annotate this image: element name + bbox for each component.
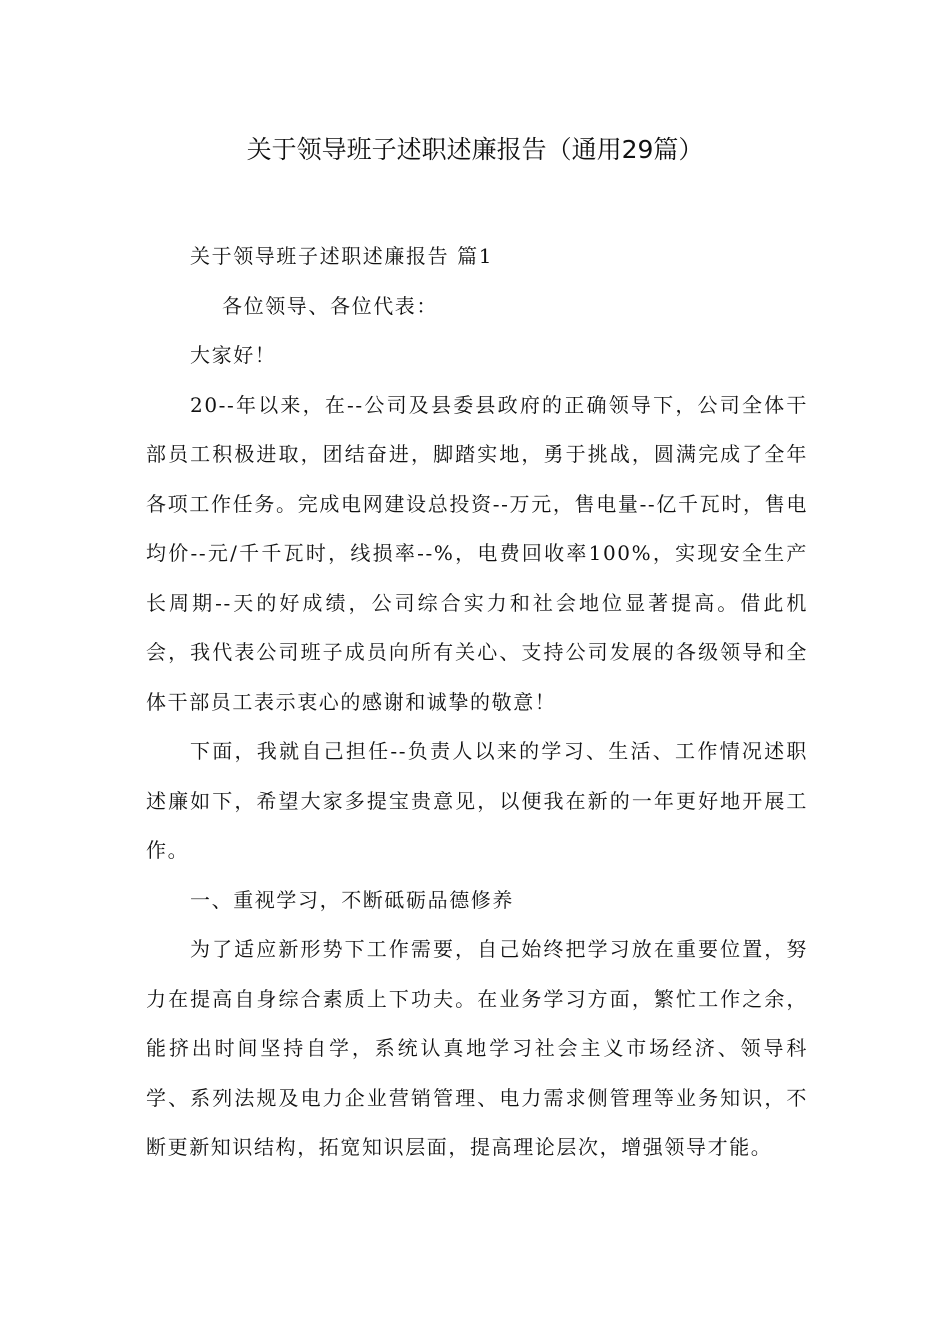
subsection-heading: 一、重视学习，不断砥砺品德修养	[190, 887, 514, 912]
document-body	[146, 232, 808, 1173]
document-title: 关于领导班子述职述廉报告（通用29篇）	[246, 135, 704, 164]
salutation: 各位领导、各位代表：	[222, 293, 438, 318]
body-paragraph: 下面，我就自己担任--负责人以来的学习、生活、工作情况述职述廉如下，希望大家多提宝贵意见，以便我在新的一年更好地开展工作。	[146, 739, 808, 862]
section-heading: 关于领导班子述职述廉报告 篇1	[190, 244, 494, 268]
body-paragraph: 20--年以来，在--公司及县委县政府的正确领导下，公司全体干部员工积极进取，团结奋进，脚踏实地，勇于挑战，圆满完成了全年各项工作任务。完成电网建设总投资--万元，售电量--亿千瓦时，售电均价--元/千千瓦时，线损率--%，电费回收率100%，实现安全生产长周期--天的好成绩，公司综合实力和社会地位显著提高。借此机会，我代表公司班子成员向所有关心、支持公司发展的各级领导和全体干部员工表示衷心的感谢和诚挚的敬意！	[146, 392, 808, 714]
greeting: 大家好！	[190, 343, 277, 367]
body-paragraph: 为了适应新形势下工作需要，自己始终把学习放在重要位置，努力在提高自身综合素质上下功夫。在业务学习方面，繁忙工作之余，能挤出时间坚持自学，系统认真地学习社会主义市场经济、领导科学、系列法规及电力企业营销管理、电力需求侧管理等业务知识，不断更新知识结构，拓宽知识层面，提高理论层次，增强领导才能。	[146, 937, 808, 1159]
